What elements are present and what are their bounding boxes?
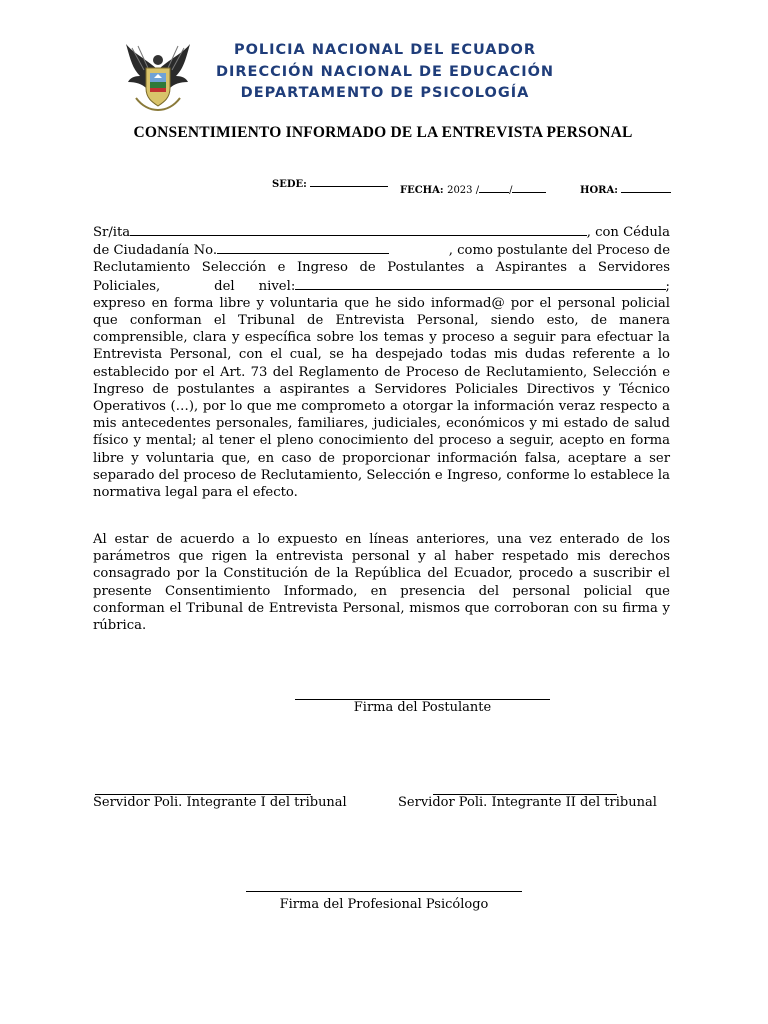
fecha-label: FECHA: — [400, 185, 444, 196]
consent-paragraph — [93, 223, 670, 501]
ciudadania-label: de Ciudadanía No. — [93, 243, 218, 259]
integrante2-signature-label: Servidor Poli. Integrante II del tribunal — [398, 795, 657, 810]
fecha-field — [400, 183, 546, 196]
cedula-label: , con Cédula — [586, 225, 670, 240]
agreement-paragraph: Al estar de acuerdo a lo expuesto en líneas anteriores, una vez enterado de los parámetros que rigen la entrevista personal y al haber respetado mis derechos consagrado por la Constitución de la República del Ecuador, procedo a suscribir el presente Consentimiento Informado, en presencia del personal policial que conforman el Tribunal de Entrevista Personal, mismos que corroboran con su firma y rúbrica. — [93, 532, 670, 634]
header-department: DEPARTAMENTO DE PSICOLOGÍA — [240, 85, 530, 101]
header-institution: POLICIA NACIONAL DEL ECUADOR — [233, 42, 537, 58]
postulante-signature-label: Firma del Postulante — [353, 700, 492, 715]
consent-body-text: expreso en forma libre y voluntaria que he sido informad@ por el personal policial que conforman el Tribunal de Entrevista Personal, siendo esto, de manera comprensible, clara y específica sobre los temas y proceso a seguir para efectuar la Entrevista Personal, con el cual, se ha despejado todas mis dudas referente a lo establecido por el Art. 73 del Reglamento de Proceso de Reclutamiento, Selección e Ingreso de postulantes a aspirantes a Servidores Policiales Directivos y Técnico Operativos (…), por lo que me comprometo a otorgar la información veraz respecto a mis antecedentes personales, familiares, judiciales, económicos y mi estado de salud físico y mental; al tener el pleno conocimiento del proceso a seguir, acepto en forma libre y voluntaria que, en caso de proporcionar información falsa, aceptare a ser separado del proceso de Reclutamiento, Selección e Ingreso, conforme lo establece la normativa legal para el efecto. — [93, 295, 670, 501]
srita-label: Sr/ita — [93, 225, 131, 240]
fecha-month-blank — [479, 183, 509, 193]
name-blank — [130, 223, 587, 236]
process-line: Reclutamiento Selección e Ingreso de Postulantes a Aspirantes a Servidores — [93, 260, 670, 276]
name-line — [93, 223, 670, 241]
sede-field — [272, 177, 388, 190]
del-text: del — [214, 278, 235, 294]
nivel-label: nivel: — [258, 278, 296, 294]
psicologo-signature-line — [246, 891, 522, 892]
policiales-text: Policiales, — [93, 278, 161, 294]
header-direction: DIRECCIÓN NACIONAL DE EDUCACIÓN — [215, 64, 555, 80]
level-line — [93, 277, 670, 295]
document-title: CONSENTIMIENTO INFORMADO DE LA ENTREVISTA PERSONAL — [133, 124, 633, 141]
hora-label: HORA: — [580, 185, 618, 196]
nivel-end: ; — [665, 278, 670, 294]
hora-field — [580, 183, 671, 196]
hora-blank — [621, 183, 671, 193]
integrante1-signature-label: Servidor Poli. Integrante I del tribunal — [93, 795, 347, 810]
fecha-year: 2023 / — [447, 185, 480, 196]
fecha-day-blank — [512, 183, 546, 193]
psicologo-signature-label: Firma del Profesional Psicólogo — [279, 897, 489, 912]
fecha-separator: / — [509, 185, 513, 196]
nivel-blank — [295, 277, 665, 290]
cedula-blank — [217, 241, 389, 254]
sede-blank — [310, 177, 388, 187]
cedula-line — [93, 241, 670, 259]
postulante-text: , como postulante del Proceso de — [448, 243, 670, 259]
sede-label: SEDE: — [272, 179, 307, 190]
